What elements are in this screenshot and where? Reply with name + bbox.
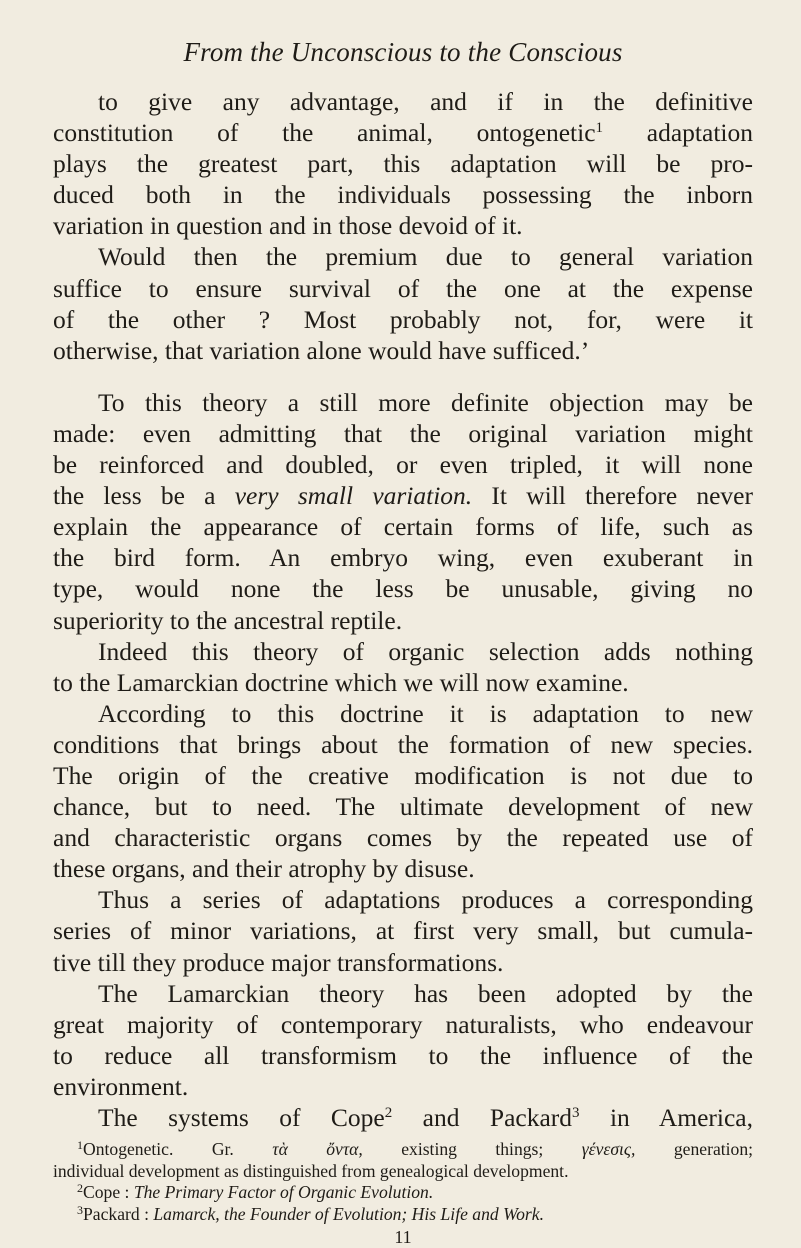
text-run: Cope : bbox=[83, 1182, 134, 1203]
text-line bbox=[53, 667, 753, 698]
text-run: of the other ? Most probably not, for, were it bbox=[53, 304, 753, 334]
text-run: The origin of the creative modification is not due to bbox=[53, 760, 753, 790]
text-line bbox=[53, 698, 753, 729]
footnote-marker: 2 bbox=[77, 1181, 83, 1196]
text-run: in America, bbox=[579, 1103, 753, 1132]
text-line bbox=[53, 605, 753, 636]
text-line bbox=[53, 915, 753, 946]
italic-text: The Primary Factor of Organic Evolution. bbox=[133, 1182, 434, 1203]
text-line bbox=[53, 822, 753, 853]
text-run: individual development as distinguished from genealogical development. bbox=[53, 1160, 569, 1181]
text-line bbox=[53, 86, 753, 117]
text-run: and Packard bbox=[392, 1103, 573, 1132]
text-run: According to this doctrine it is adaptation to new bbox=[98, 698, 753, 728]
text-run: The systems of Cope bbox=[98, 1103, 385, 1132]
text-run: suffice to ensure survival of the one at the expense bbox=[53, 273, 753, 303]
text-run: series of minor variations, at first very small, but cumula- bbox=[53, 916, 753, 946]
text-line bbox=[53, 947, 753, 978]
text-run: plays the greatest part, this adaptation will be pro- bbox=[53, 149, 753, 179]
text-line bbox=[53, 273, 753, 304]
footnote-marker: 3 bbox=[572, 1105, 580, 1121]
footnotes bbox=[53, 1139, 753, 1225]
text-run: tive till they produce major transformations. bbox=[53, 947, 504, 977]
text-run: type, would none the less be unusable, giving no bbox=[53, 574, 753, 604]
text-run: Packard : bbox=[83, 1203, 154, 1224]
text-run: to the Lamarckian doctrine which we will now examine. bbox=[53, 667, 629, 697]
text-line bbox=[53, 418, 753, 449]
footnote-line bbox=[53, 1161, 753, 1183]
text-run: these organs, and their atrophy by disuse. bbox=[53, 854, 475, 884]
book-page bbox=[53, 36, 753, 1248]
text-run: generation; bbox=[635, 1139, 754, 1160]
footnote-line bbox=[53, 1182, 753, 1204]
text-run: to reduce all transformism to the influence of the bbox=[53, 1040, 753, 1070]
italic-text: γένεσις, bbox=[581, 1139, 636, 1160]
text-line bbox=[53, 117, 753, 148]
text-line bbox=[53, 210, 753, 241]
text-run: explain the appearance of certain forms of life, such as bbox=[53, 512, 753, 542]
text-run: great majority of contemporary naturalists, who endeavour bbox=[53, 1009, 753, 1039]
italic-text: very small variation. bbox=[234, 481, 473, 511]
text-line bbox=[53, 791, 753, 822]
text-run: variation in question and in those devoid of it. bbox=[53, 211, 523, 241]
text-run: existing things; bbox=[362, 1139, 582, 1160]
text-run: conditions that brings about the formation of new species. bbox=[53, 729, 753, 759]
text-line bbox=[53, 449, 753, 480]
text-run: chance, but to need. The ultimate development of new bbox=[53, 792, 753, 822]
text-line bbox=[53, 179, 753, 210]
text-run: made: even admitting that the original variation might bbox=[53, 418, 753, 448]
footnote-line bbox=[53, 1139, 753, 1161]
text-line bbox=[53, 1102, 753, 1133]
text-run: superiority to the ancestral reptile. bbox=[53, 605, 403, 635]
text-run: adaptation bbox=[603, 118, 753, 148]
text-line bbox=[53, 241, 753, 272]
text-run: constitution of the animal, ontogenetic bbox=[53, 118, 596, 148]
text-run: be reinforced and doubled, or even tripled, it will none bbox=[53, 450, 753, 480]
text-line bbox=[53, 304, 753, 335]
text-run: Thus a series of adaptations produces a corresponding bbox=[98, 885, 753, 915]
footnote-marker: 1 bbox=[595, 120, 604, 137]
text-line bbox=[53, 1009, 753, 1040]
footnote-marker: 3 bbox=[77, 1202, 83, 1217]
text-line bbox=[53, 542, 753, 573]
text-line bbox=[53, 573, 753, 604]
text-line bbox=[53, 387, 753, 418]
text-run: It will therefore never bbox=[472, 481, 753, 511]
footnote-marker: 2 bbox=[384, 1105, 393, 1121]
text-line bbox=[53, 1040, 753, 1071]
text-run: To this theory a still more definite objection may be bbox=[98, 387, 753, 417]
text-run: Indeed this theory of organic selection adds nothing bbox=[98, 636, 753, 666]
text-run: the bird form. An embryo wing, even exuberant in bbox=[53, 543, 753, 573]
text-run: The Lamarckian theory has been adopted by the bbox=[98, 978, 753, 1008]
footnote-line bbox=[53, 1204, 753, 1226]
footnote-marker: 1 bbox=[77, 1138, 83, 1153]
section-gap bbox=[53, 366, 753, 387]
text-line bbox=[53, 853, 753, 884]
text-run: Would then the premium due to general variation bbox=[98, 242, 753, 272]
text-line bbox=[53, 729, 753, 760]
text-run: Ontogenetic. Gr. bbox=[83, 1139, 273, 1160]
text-run: duced both in the individuals possessing the inborn bbox=[53, 180, 753, 210]
text-run: environment. bbox=[53, 1071, 189, 1101]
text-run: the less be a bbox=[53, 481, 235, 511]
page-number: 11 bbox=[394, 1227, 412, 1248]
text-line bbox=[53, 148, 753, 179]
text-run: and characteristic organs comes by the repeated use of bbox=[53, 823, 753, 853]
text-line bbox=[53, 335, 753, 366]
text-line bbox=[53, 480, 753, 511]
text-run: to give any advantage, and if in the definitive bbox=[98, 87, 753, 116]
text-line bbox=[53, 760, 753, 791]
text-run: otherwise, that variation alone would have sufficed.’ bbox=[53, 335, 590, 365]
italic-text: τὰ ὄντα, bbox=[272, 1139, 363, 1160]
text-line bbox=[53, 978, 753, 1009]
text-line bbox=[53, 1071, 753, 1102]
text-line bbox=[53, 511, 753, 542]
italic-text: Lamarck, the Founder of Evolution; His Life and Work. bbox=[153, 1203, 544, 1224]
text-line bbox=[53, 636, 753, 667]
text-line bbox=[53, 884, 753, 915]
body-text bbox=[53, 86, 753, 1133]
running-head: From the Unconscious to the Conscious bbox=[183, 37, 623, 67]
